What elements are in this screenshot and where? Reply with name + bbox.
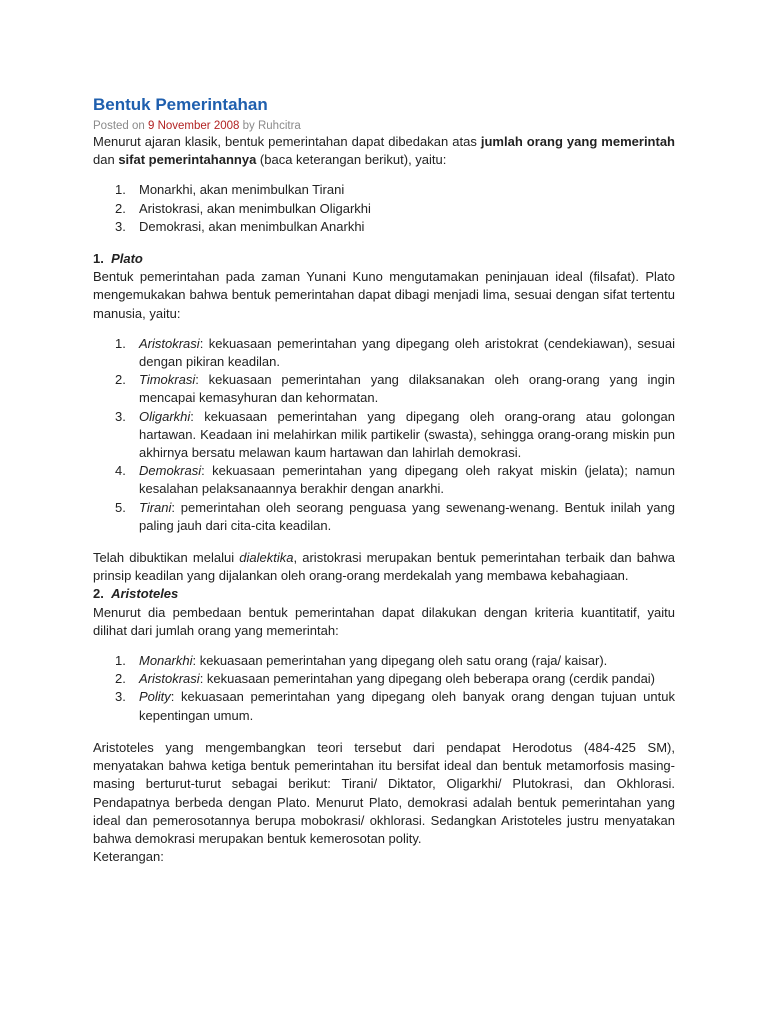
list-item <box>93 408 675 463</box>
list-number: 1. <box>115 653 126 669</box>
list-item <box>93 218 675 236</box>
list-item <box>93 670 675 688</box>
section-number: 2. <box>93 586 104 602</box>
post-date-link[interactable]: 9 November 2008 <box>148 120 240 132</box>
page-title: Bentuk Pemerintahan <box>93 95 268 114</box>
section-heading-aristoteles <box>93 585 675 603</box>
list-item <box>93 371 675 407</box>
list-item-text: : kekuasaan pemerintahan yang dipegang oleh beberapa orang (cerdik pandai) <box>199 671 656 687</box>
list-number: 2. <box>115 200 126 216</box>
list-term: Aristokrasi <box>139 671 200 687</box>
posted-on-label: Posted on <box>93 120 145 132</box>
list-number: 1. <box>115 335 126 351</box>
intro-text-3: (baca keterangan berikut), yaitu: <box>256 152 447 168</box>
list-item <box>93 688 675 724</box>
section-number: 1. <box>93 251 104 267</box>
by-label: by <box>242 120 255 132</box>
list-item <box>93 335 675 371</box>
article <box>93 95 675 866</box>
list-term: Demokrasi <box>139 463 202 479</box>
list-item-text: Demokrasi, akan menimbulkan Anarkhi <box>139 218 365 234</box>
list-number: 2. <box>115 372 126 388</box>
list-item-text: Monarkhi, akan menimbulkan Tirani <box>139 182 345 198</box>
intro-paragraph <box>93 133 675 169</box>
list-item-text: : kekuasaan pemerintahan yang dipegang oleh aristokrat (cendekiawan), sesuai dengan pikiran keadilan. <box>139 335 675 370</box>
list-number: 3. <box>115 408 126 424</box>
list-item-text: : pemerintahan oleh seorang penguasa yang sewenang-wenang. Bentuk inilah yang paling jauh dari cita-cita keadilan. <box>139 499 675 533</box>
list-term: Monarkhi <box>139 653 193 669</box>
list-item <box>93 200 675 218</box>
intro-bold-1: jumlah orang yang memerintah <box>480 134 675 149</box>
list-item <box>93 499 675 535</box>
list-number: 3. <box>115 689 126 705</box>
list-term: Timokrasi <box>139 372 196 388</box>
closing-text: Telah dibuktikan melalui <box>93 550 240 566</box>
list-number: 5. <box>115 499 126 515</box>
list-item-text: : kekuasaan pemerintahan yang dipegang oleh satu orang (raja/ kaisar). <box>192 653 608 669</box>
list-term: Tirani <box>139 499 172 515</box>
intro-text-2: dan <box>93 152 119 168</box>
keterangan-label: Keterangan: <box>93 849 164 865</box>
section-heading-plato <box>93 250 675 268</box>
post-author-link[interactable]: Ruhcitra <box>257 120 301 132</box>
intro-list <box>93 181 675 236</box>
aristoteles-closing-paragraph: Aristoteles yang mengembangkan teori tersebut dari pendapat Herodotus (484-425 SM), menyatakan bahwa ketiga bentuk pemerintahan itu bersifat ideal dan bentuk metamorfosis masing-masing berturut-turut sebagai berikut: Tirani/ Diktator, Oligarkhi/ Plutokrasi, dan Okhlorasi. Pendapatnya berbeda dengan Plato. Menurut Plato, demokrasi adalah bentuk pemerintahan yang ideal dan pemerosotannya berupa mobokrasi/ okhlorasi. Sedangkan Aristoteles justru menyatakan bahwa demokrasi merupakan bentuk kemerosotan polity. <box>93 739 675 846</box>
list-item-text: : kekuasaan pemerintahan yang dilaksanakan oleh orang-orang yang ingin mencapai kemasyhuran dan kehormatan. <box>139 372 675 406</box>
intro-bold-2: sifat pemerintahannya <box>118 152 257 168</box>
list-number: 4. <box>115 463 126 479</box>
list-term: Aristokrasi <box>139 335 200 351</box>
aristoteles-paragraph: Menurut dia pembedaan bentuk pemerintahan dapat dilakukan dengan kriteria kuantitatif, yaitu dilihat dari jumlah orang yang memerintah: <box>93 604 675 638</box>
list-term: Oligarkhi <box>139 408 191 424</box>
list-number: 1. <box>115 182 126 198</box>
list-item-text: : kekuasaan pemerintahan yang dipegang oleh banyak orang dengan tujuan untuk kepentingan umum. <box>139 689 675 723</box>
plato-paragraph: Bentuk pemerintahan pada zaman Yunani Kuno mengutamakan peninjauan ideal (filsafat). Plato mengemukakan bahwa bentuk pemerintahan dapat dibagi menjadi lima, sesuai dengan sifat tertentu manusia, yaitu: <box>93 269 675 321</box>
closing-text: , aristokrasi merupakan bentuk pemerintahan terbaik dan bahwa prinsip keadilan yang dijalankan oleh orang-orang merdekalah yang membawa kebahagiaan. <box>93 550 676 584</box>
list-number: 2. <box>115 671 126 687</box>
list-number: 3. <box>115 218 126 234</box>
list-item <box>93 652 675 670</box>
aristoteles-list <box>93 652 675 725</box>
list-term: Polity <box>139 689 171 705</box>
post-meta <box>93 119 675 133</box>
list-item-text: : kekuasaan pemerintahan yang dipegang oleh rakyat miskin (jelata); namun kesalahan pelaksanaannya berakhir dengan anarkhi. <box>139 463 675 497</box>
list-item <box>93 462 675 498</box>
plato-list <box>93 335 675 535</box>
intro-text-1: Menurut ajaran klasik, bentuk pemerintahan dapat dibedakan atas <box>93 134 481 149</box>
section-title: Aristoteles <box>111 586 179 602</box>
section-title: Plato <box>111 251 143 267</box>
list-item <box>93 181 675 199</box>
list-item-text: Aristokrasi, akan menimbulkan Oligarkhi <box>139 200 371 216</box>
plato-closing-paragraph <box>93 549 675 585</box>
closing-term: dialektika <box>239 550 294 566</box>
list-item-text: : kekuasaan pemerintahan yang dipegang oleh orang-orang atau golongan hartawan. Keadaan ini melahirkan milik partikelir (swasta), sehingga orang-orang miskin pun akhirnya bersatu melawan kaum hartawan dan lahirlah demokrasi. <box>139 408 675 461</box>
